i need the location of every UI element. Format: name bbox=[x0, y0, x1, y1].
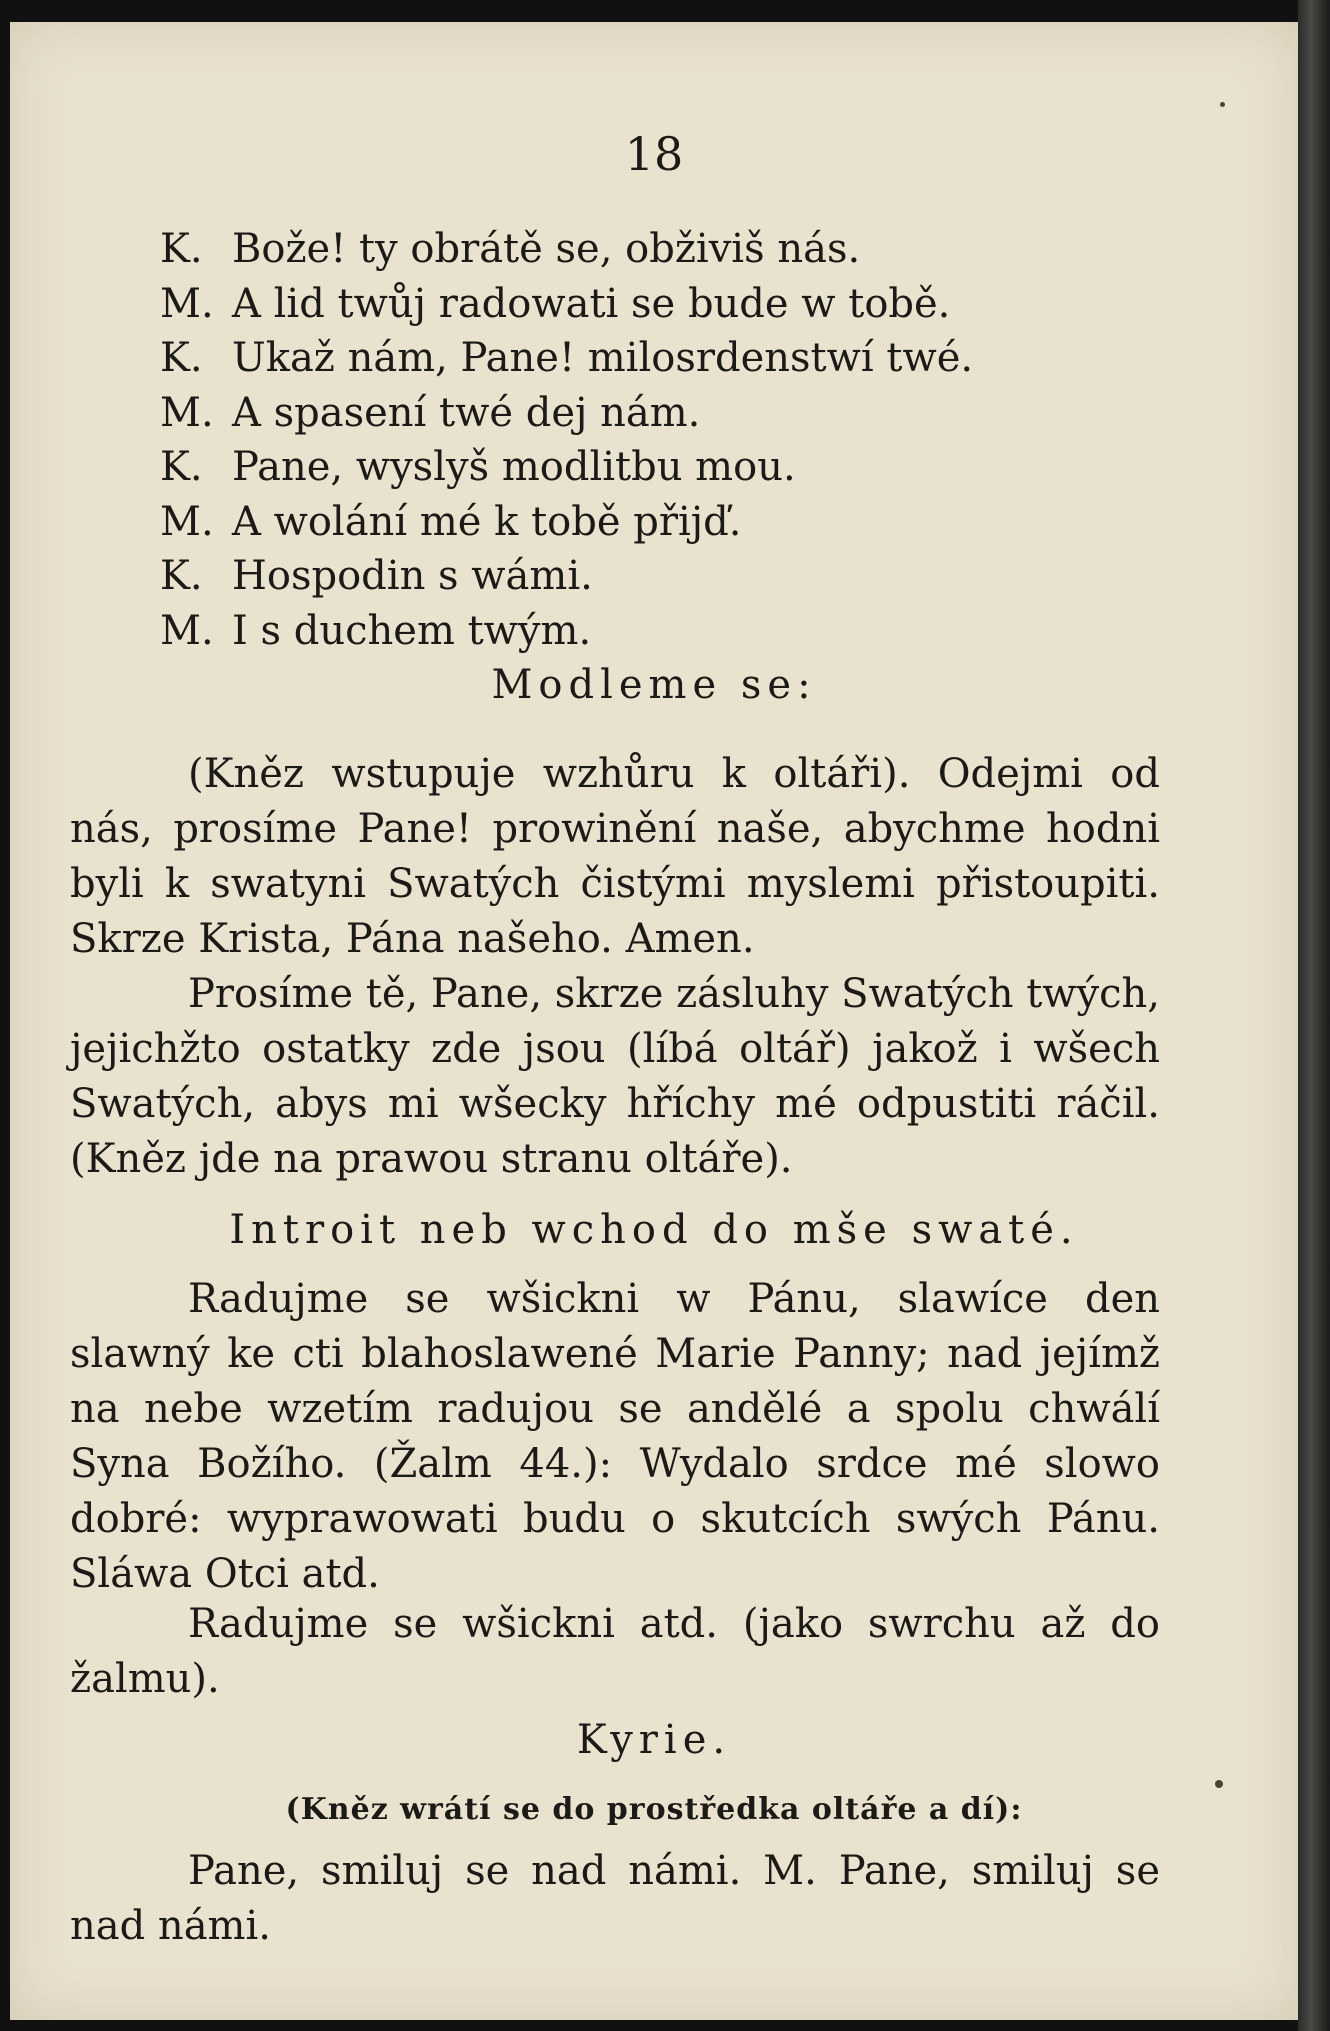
litany-text: A spasení twé dej nám. bbox=[232, 389, 701, 436]
prayer-paragraph-2: Prosíme tě, Pane, skrze zásluhy Swatých twých, jejichžto ostatky zde jsou (líbá oltář) jakož i wšech Swatých, abys mi wšecky hříchy mé odpustiti ráčil. (Kněz jde na prawou stranu oltáře). bbox=[70, 971, 1161, 1182]
introit-paragraph-2: Radujme se wšickni atd. (jako swrchu až do žalmu). bbox=[70, 1601, 1160, 1702]
heading-introit: Introit neb wchod do mše swaté. bbox=[229, 1207, 1079, 1253]
speaker-label: K. bbox=[160, 226, 203, 272]
litany-text: Hospodin s wámi. bbox=[232, 553, 593, 599]
litany-text: Ukaž nám, Pane! milosrdenstwí twé. bbox=[232, 335, 974, 381]
litany-line bbox=[160, 549, 973, 604]
speaker-label: M. bbox=[160, 280, 214, 327]
page-number: 18 bbox=[624, 127, 684, 181]
speaker-label: M. bbox=[160, 498, 214, 545]
litany-text: Bože! ty obrátě se, obživiš nás. bbox=[232, 226, 861, 272]
speaker-label: M. bbox=[160, 389, 214, 436]
speaker-label: K. bbox=[160, 444, 203, 490]
introit-paragraph-1: Radujme se wšickni w Pánu, slawíce den slawný ke cti blahoslawené Marie Panny; nad jejímž na nebe wzetím radujou se andělé a spolu chwálí Syna Božího. (Žalm 44.): Wydalo srdce mé slowo dobré: wyprawowati budu o skutcích swých Pánu. Sláwa Otci atd. bbox=[70, 1276, 1160, 1597]
print-speck bbox=[1215, 1780, 1223, 1788]
litany-text: A wolání mé k tobě přijď. bbox=[232, 498, 742, 545]
litany-line bbox=[160, 440, 973, 495]
litany-line bbox=[160, 222, 973, 277]
prayer-paragraph-1: (Kněz wstupuje wzhůru k oltáři). Odejmi od nás, prosíme Pane! prowinění naše, abychme hodni byli k swatyni Swatých čistými myslemi přistoupiti. Skrze Krista, Pána našeho. Amen. bbox=[70, 751, 1160, 962]
speaker-label: M. bbox=[160, 607, 214, 654]
litany-text: Pane, wyslyš modlitbu mou. bbox=[232, 444, 796, 490]
print-speck bbox=[1220, 102, 1225, 107]
heading-kyrie: Kyrie. bbox=[576, 1717, 732, 1763]
kyrie-paragraph: Pane, smiluj se nad námi. M. Pane, smiluj se nad námi. bbox=[70, 1848, 1160, 1949]
litany-line bbox=[160, 386, 973, 441]
litany-line bbox=[160, 495, 973, 550]
speaker-label: K. bbox=[160, 553, 203, 599]
heading-prayer: Modleme se: bbox=[491, 662, 817, 708]
speaker-label: K. bbox=[160, 335, 203, 381]
litany-line bbox=[160, 331, 973, 386]
litany-line bbox=[160, 277, 973, 332]
book-page bbox=[10, 22, 1298, 2020]
litany-text: I s duchem twým. bbox=[232, 607, 592, 654]
litany-versicles bbox=[160, 222, 973, 658]
book-edge bbox=[1298, 0, 1330, 2031]
litany-line bbox=[160, 604, 973, 659]
litany-text: A lid twůj radowati se bude w tobě. bbox=[232, 280, 951, 327]
kyrie-instruction: (Kněz wrátí se do prostředka oltáře a dí): bbox=[285, 1792, 1023, 1827]
